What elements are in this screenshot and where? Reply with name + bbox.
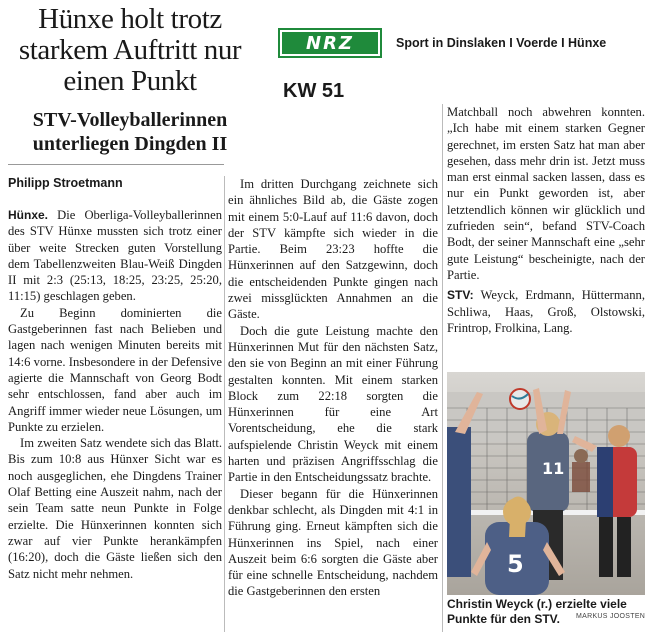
paragraph-text: Die Oberliga-Volleyballerinnen des STV Hünxe mussten sich trotz einer über weite Strecken guten Vorstellung dem Tabellenzweiten Blau-Weiß Dingden II mit 2:3 (25:13, 18:25, 23:25, 25:20, 11:15) geschlagen geben. — [8, 208, 222, 304]
author-byline: Philipp Stroetmann — [8, 176, 123, 190]
lineup — [447, 287, 645, 336]
divider — [8, 164, 224, 165]
column-separator — [442, 104, 443, 632]
paragraph: Dieser begann für die Hünxerinnen denkbar schlecht, als Dingden mit 4:1 in Führung ging. Erneut kämpften sich die Hünxerinnen ins Spiel, nach einer Auszeit beim 6:6 sorgten die Gäste aber für eine schnelle Entscheidung, nachdem die Gastgeberinnen den ersten — [228, 486, 438, 599]
dateline: Hünxe. — [8, 208, 49, 222]
article-column-1 — [8, 207, 222, 582]
nrz-logo — [278, 28, 382, 58]
paragraph: Doch die gute Leistung machte den Hünxerinnen Mut für den nächsten Satz, den sie von Beginn an mit einer Führung gestalten konnten. Mit einem starken Block zum 22:18 sorgten die Hünxerinnen für eine Art Vorentscheidung, ehe die stark aufspielende Christin Weyck mit einem harten und präzisen Angriffsschlag die Partie in den Entscheidungssatz brachte. — [228, 323, 438, 485]
paragraph: Im zweiten Satz wendete sich das Blatt. Bis zum 10:8 aus Hünxer Sicht war es noch ausgeglichen, ehe Dingdens Trainer Olaf Betting eine Auszeit nahm, nach der sein Team satte neun Punkte in Folge erzielte. Die Hünxerinnen konnten sich zwar auf vier Punkte herankämpfen (16:20), doch die Gäste ließen sich den Satz nicht mehr nehmen. — [8, 436, 222, 581]
photo-caption: Christin Weyck (r.) erzielte viele Punkte für den STV. — [447, 597, 627, 626]
paragraph: Im dritten Durchgang zeichnete sich ein ähnliches Bild ab, die Gäste zogen mit einem 5:0-Lauf auf 11:6 davon, doch der STV kämpfte sich wieder in die Partie. Beim 23:23 hoffte die Hünxerinnen auf den Satzgewinn, doch die entscheidenden Punkte gingen nach zwei missglückten Annahmen an die Gäste. — [228, 177, 438, 322]
volleyball-photo — [447, 372, 645, 595]
section-topline: Sport in Dinslaken I Voerde I Hünxe — [396, 36, 607, 50]
lineup-label: STV: — [447, 288, 474, 303]
column-separator — [224, 176, 225, 632]
subheadline: STV-Volleyballerinnen unterliegen Dingden II — [32, 109, 228, 155]
lineup-text: Weyck, Erdmann, Hüttermann, Schliwa, Haas, Groß, Olstowski, Frintrop, Frolkina, Lang. — [447, 288, 645, 335]
svg-text:11: 11 — [542, 459, 565, 478]
paragraph: Zu Beginn dominierten die Gastgeberinnen fast nach Belieben und lagen nach wenigen Minuten bereits mit 14:6 vorne. Insbesondere in der Defensive agierte die Mannschaft von Georg Bodt sehr entschlossen, fand aber auch im Angriff immer wieder neue Lösungen, um Punkte zu erzielen. — [8, 305, 222, 434]
headline: Hünxe holt trotz starkem Auftritt nur einen Punkt — [18, 3, 242, 97]
week-label: KW 51 — [283, 80, 345, 102]
article-column-3 — [447, 104, 645, 336]
photo-credit: MARKUS JOOSTEN — [576, 613, 646, 620]
article-column-2 — [228, 176, 438, 600]
svg-text:5: 5 — [507, 550, 524, 578]
logo-text: NRZ — [306, 32, 354, 54]
paragraph: Matchball noch abwehren konnten. „Ich habe mit einem starken Gegner gerechnet, im ersten Satz hat man aber gesehen, dass mehr drin ist. Jetzt muss man erst einmal sacken lassen, dass es nur ein Punkt geworden ist, aber letztendlich können wir glücklich und zufrieden sein“, befand STV-Coach Bodt, der seiner Mannschaft eine „sehr gute Leistung“ bescheinigte, nach der Partie. — [447, 105, 645, 282]
paragraph — [8, 207, 222, 305]
